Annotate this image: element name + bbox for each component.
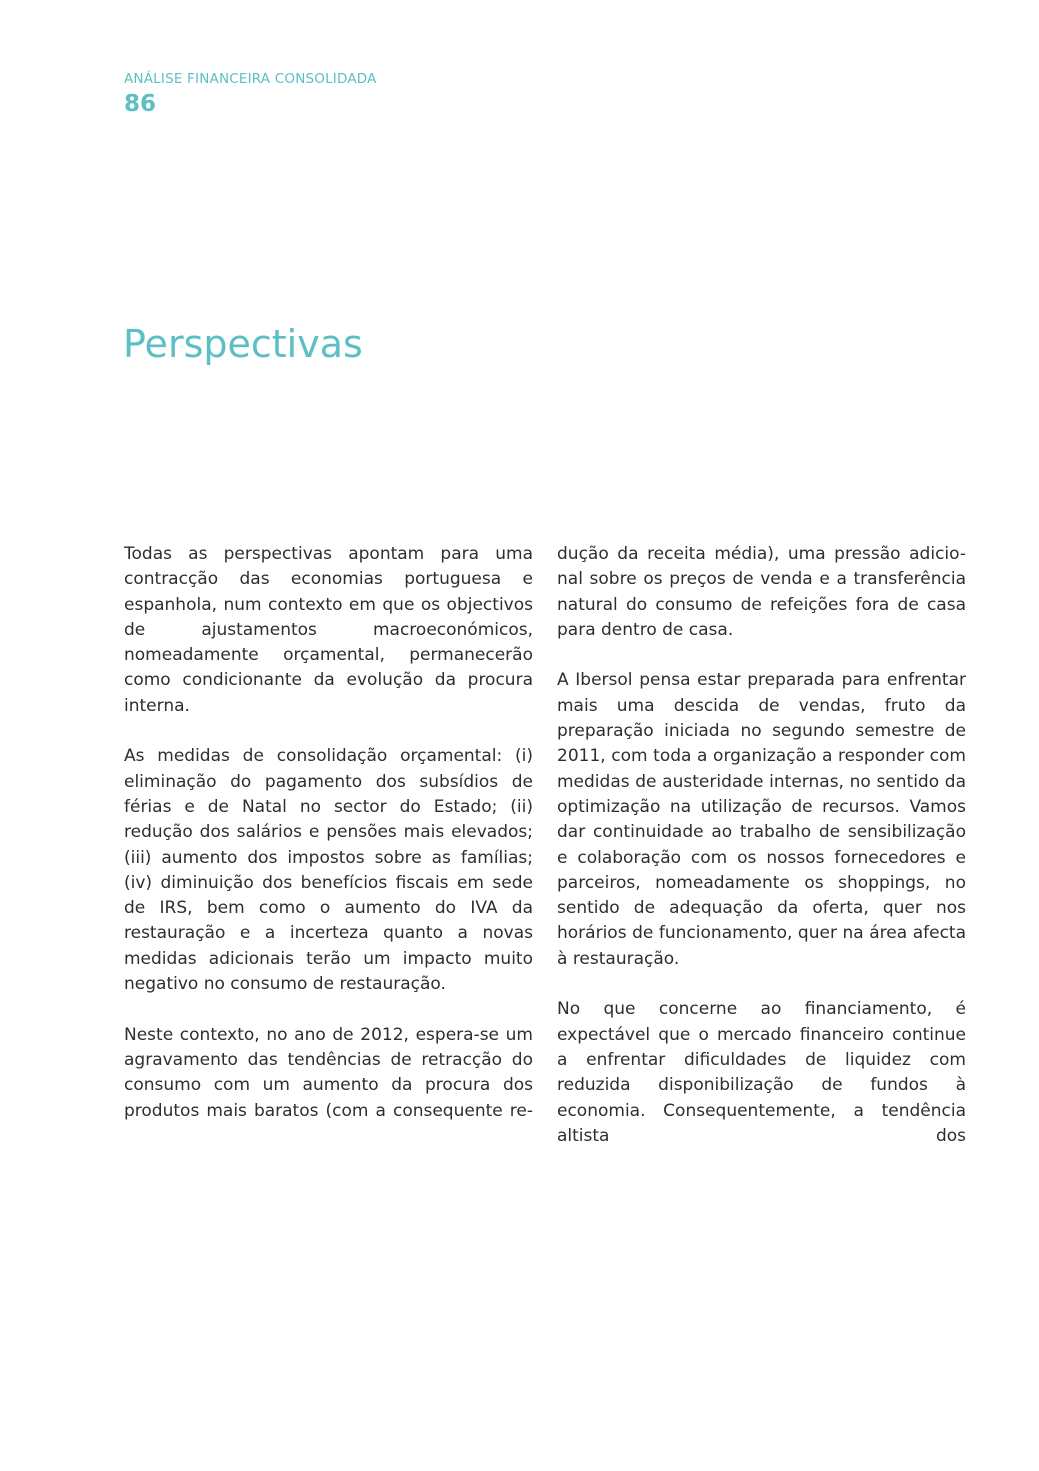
paragraph-2012-context: Neste contexto, no ano de 2012, espera-se um agravamento das tendências de retracção do consumo com um aumento da procura dos produtos mais baratos (com a consequente re-	[124, 1024, 533, 1121]
paragraph-austerity-measures: As medidas de consolidação orçamental: (i) eliminação do pagamento dos subsídios de férias e de Natal no sector do Estado; (ii) redução dos salários e pensões mais elevados; (iii) aumento dos impostos sobre as famílias; (iv) diminuição dos benefícios fiscais em sede de IRS, bem como o aumento do IVA da restauração e a incerteza quanto a novas medidas adicionais terão um impacto muito negativo no consumo de restauração.	[124, 746, 533, 995]
left-column	[124, 542, 533, 1149]
page-title: Perspectivas	[123, 322, 363, 366]
paragraph-financing: No que concerne ao financiamento, é expectável que o mercado financeiro continue a enfrentar dificuldades de liquidez com reduzida disponibilização de fundos à economia. Consequentemente, a tendência altista dos	[557, 999, 966, 1146]
section-label: ANÁLISE FINANCEIRA CONSOLIDADA	[124, 71, 377, 87]
paragraph-outlook: Todas as perspectivas apontam para uma contracção das economias portuguesa e espanhola, num contexto em que os objectivos de ajustamentos macroeconómicos, nomeadamente orçamental, permanecerão como condicionante da evolução da procura interna.	[124, 544, 533, 716]
running-header	[124, 70, 377, 118]
paragraph-ibersol-preparation: A Ibersol pensa estar preparada para enfrentar mais uma descida de vendas, fruto da preparação iniciada no segundo semestre de 2011, com toda a organização a responder com medidas de austeridade internas, no sentido da optimização na utilização de recursos. Vamos dar continuidade ao trabalho de sensibilização e colaboração com os nossos fornecedores e parceiros, nomeadamente os shoppings, no sentido de adequação da oferta, quer nos horários de funcionamento, quer na área afecta à restauração.	[557, 670, 966, 969]
right-column	[557, 542, 966, 1174]
page-number: 86	[124, 91, 157, 117]
paragraph-continuation: dução da receita média), uma pressão adicio-nal sobre os preços de venda e a transferência natural do consumo de refeições fora de casa para dentro de casa.	[557, 544, 966, 640]
